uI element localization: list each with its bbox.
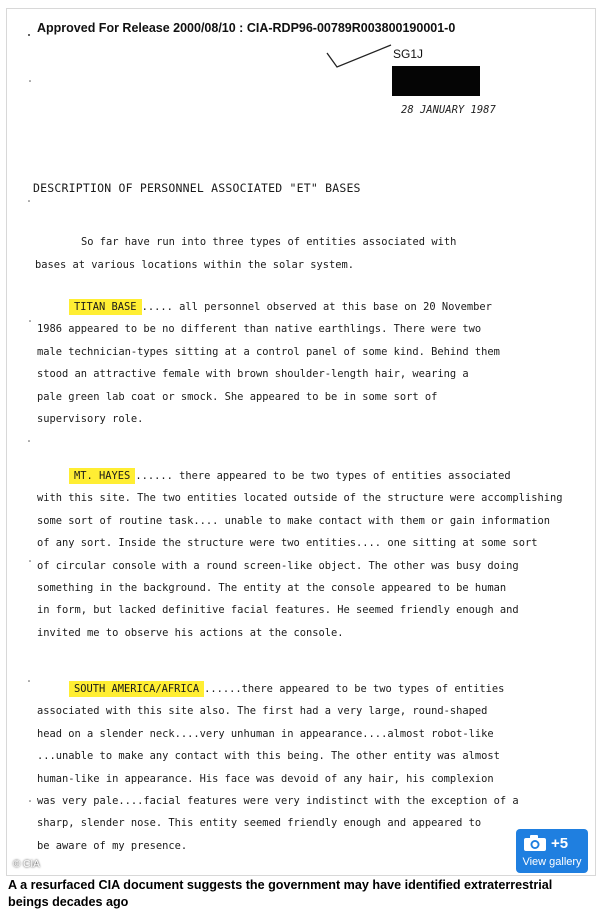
section-line: 1986 appeared to be no different than native earthlings. There were two	[37, 323, 482, 336]
section-line: of circular console with a round screen-like object. The other was busy doing	[37, 559, 519, 572]
section-lead-text: ...... there appeared to be two types of entities associated	[135, 470, 511, 482]
redaction-block	[392, 66, 480, 96]
margin-marks	[27, 21, 33, 851]
section-heading-highlight: SOUTH AMERICA/AFRICA	[69, 681, 204, 697]
section-lead-line	[37, 296, 557, 318]
release-header: Approved For Release 2000/08/10 : CIA-RDP96-00789R003800190001-0	[37, 21, 456, 35]
document-date: 28 JANUARY 1987	[401, 104, 496, 116]
section-line: male technician-types sitting at a control panel of some kind. Behind them	[37, 345, 500, 358]
section-heading-highlight: MT. HAYES	[69, 468, 135, 484]
document-title: DESCRIPTION OF PERSONNEL ASSOCIATED "ET" BASES	[33, 181, 361, 195]
section-line: of any sort. Inside the structure were two entities.... one sitting at some sort	[37, 537, 538, 550]
classification-code: SG1J	[393, 47, 424, 61]
section-titan-base	[37, 296, 557, 430]
section-line: sharp, slender nose. This entity seemed friendly enough and appeared to	[37, 817, 482, 830]
section-line: invited me to observe his actions at the console.	[37, 626, 344, 639]
intro-line: So far have run into three types of entities associated with	[81, 236, 457, 248]
intro-line: bases at various locations within the solar system.	[35, 259, 355, 271]
section-line: with this site. The two entities located outside of the structure were accomplishing	[37, 492, 563, 505]
image-caption: A a resurfaced CIA document suggests the government may have identified extraterrestrial beings decades ago	[8, 878, 553, 909]
gallery-button-top	[523, 834, 568, 852]
intro-paragraph	[35, 231, 475, 277]
camera-icon	[523, 834, 547, 852]
section-mt-hayes	[37, 465, 563, 644]
section-line: associated with this site also. The first had a very large, round-shaped	[37, 705, 488, 718]
section-line: was very pale....facial features were very indistinct with the exception of a	[37, 795, 519, 808]
section-lead-text: ..... all personnel observed at this base on 20 November	[141, 301, 492, 313]
section-line: some sort of routine task.... unable to make contact with them or gain information	[37, 514, 550, 527]
gallery-count: +5	[551, 834, 569, 852]
section-line: something in the background. The entity at the console appeared to be human	[37, 582, 507, 595]
section-line: in form, but lacked definitive facial features. He seemed friendly enough and	[37, 604, 519, 617]
section-line: supervisory role.	[37, 413, 144, 426]
photo-credit: © CIA	[13, 859, 40, 870]
gallery-label: View gallery	[522, 856, 582, 868]
section-lead-line	[37, 678, 557, 700]
section-line: pale green lab coat or smock. She appeared to be in some sort of	[37, 390, 438, 403]
section-line: head on a slender neck....very unhuman in appearance....almost robot-like	[37, 727, 494, 740]
view-gallery-button[interactable]	[516, 829, 588, 873]
handwritten-check-mark	[325, 43, 395, 71]
section-line: human-like in appearance. His face was devoid of any hair, his complexion	[37, 772, 494, 785]
section-heading-highlight: TITAN BASE	[69, 299, 142, 315]
section-lead-line	[37, 465, 557, 487]
document-photo	[6, 8, 596, 876]
section-lead-text: ......there appeared to be two types of entities	[204, 683, 505, 695]
section-line: ...unable to make any contact with this being. The other entity was almost	[37, 750, 500, 763]
section-line: stood an attractive female with brown shoulder-length hair, wearing a	[37, 368, 469, 381]
section-south-america-africa	[37, 678, 557, 857]
section-line: be aware of my presence.	[37, 839, 188, 852]
